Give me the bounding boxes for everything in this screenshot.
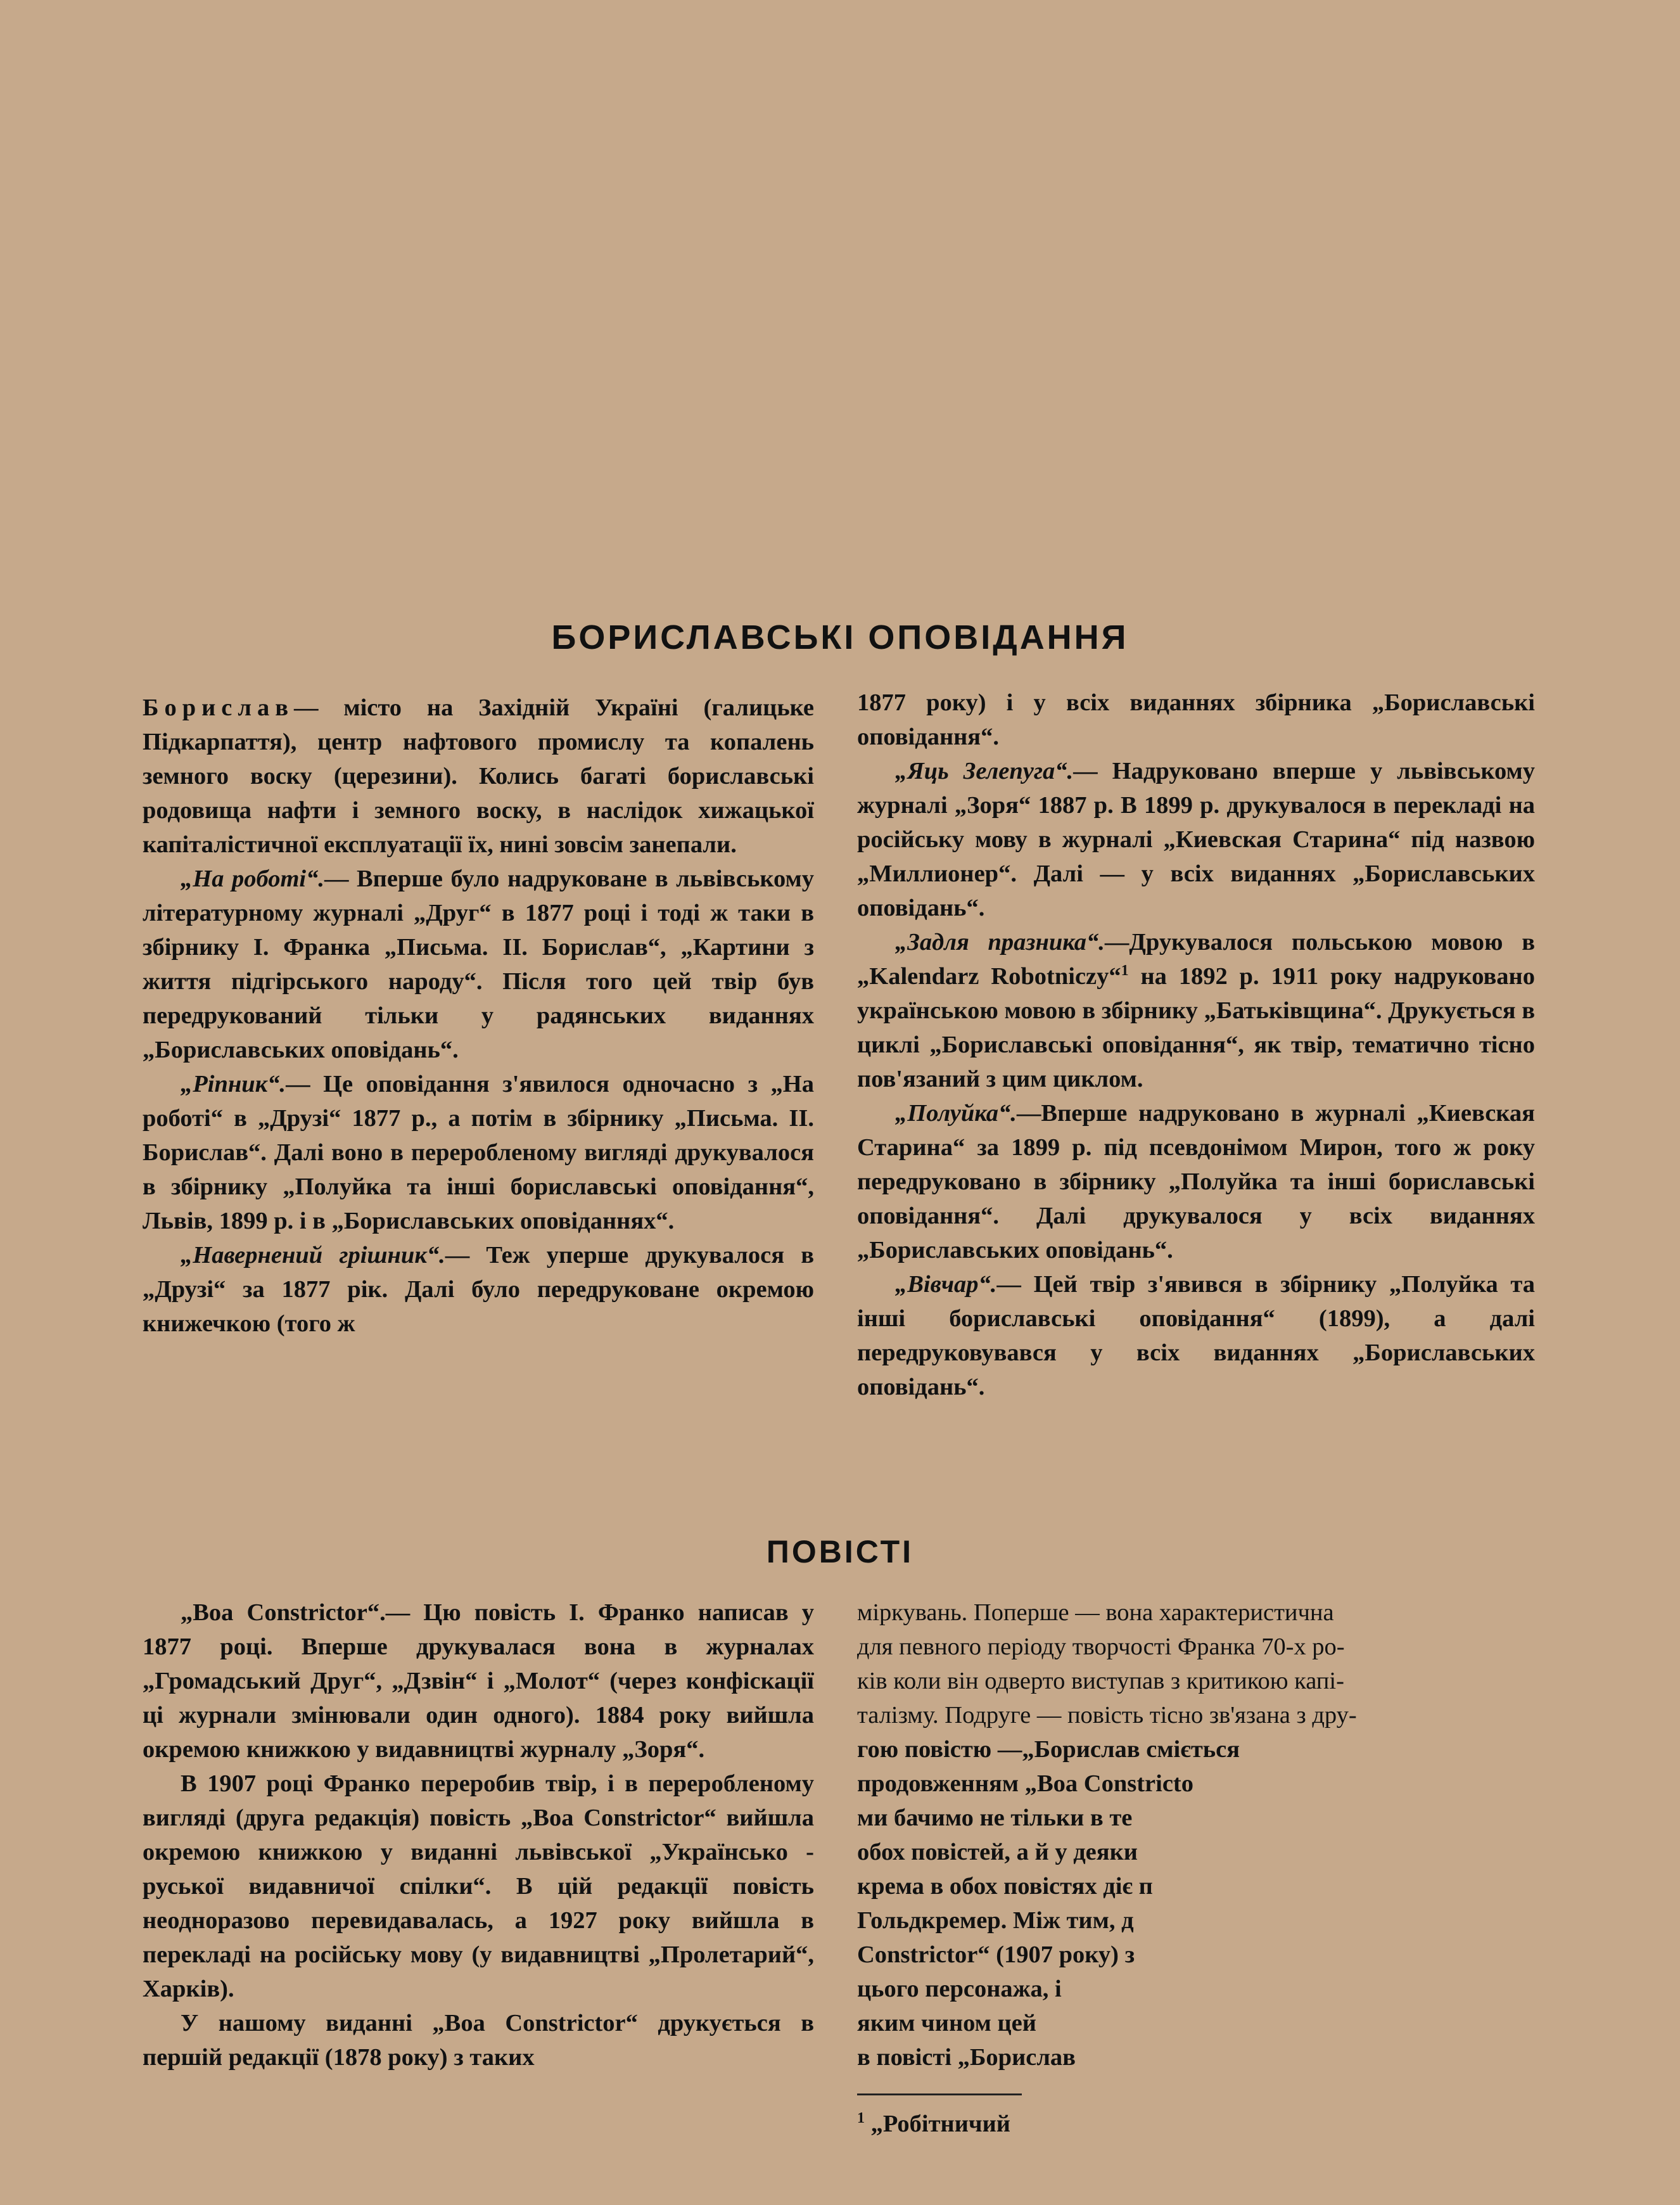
paragraph: „Boa Constrictor“.— Цю повість І. Франко написав у 1877 році. Вперше друкувалася вона в журналах „Громадський Друг“, „Дзвін“ і „Молот“ (через конфіскації ці журнали змінювали один одного). 1884 року вийшла окремою книжкою у видавництві журналу „Зоря“. [143,1599,814,1763]
paragraph [857,686,1535,754]
paragraph [143,862,814,1067]
text-line: обох повістей, а й у деяки [857,1839,1138,1865]
paragraph [857,1096,1535,1267]
text-line: цього персонажа, і [857,1976,1062,2002]
section-title-borislav-stories: БОРИСЛАВСЬКІ ОПОВІДАННЯ [551,618,1129,656]
entry-text: — Цей твір з'явився в збірнику „Полуйка та інші бориславські оповідання“ (1899), а далі передруковувався у всіх виданнях „Бориславських оповідань“. [857,1271,1535,1400]
paragraph [143,1067,814,1238]
text-line: яким чином цей [857,2010,1036,2036]
entry-title: Борислав [143,694,295,721]
column-1-borislav [143,691,814,1341]
paragraph: У нашому виданні „Boa Constrictor“ друкується в першій редакції (1878 року) з таких [143,2010,814,2071]
entry-title: „Навернений грішник“. [181,1242,445,1269]
entry-text: — Це оповідання з'явилося одночасно з „На роботі“ в „Друзі“ 1877 р., а потім в збірнику „Письма. ІІ. Борислав“. Далі воно в переробленому вигляді друкувалося в збірнику „Полуйка та інші бориславські оповідання“, Львів, 1899 р. і в „Бориславських оповіданнях“. [143,1071,814,1234]
entry-title: „Вівчар“. [895,1271,997,1298]
column-2-novellas [857,1595,1535,2141]
paragraph [143,691,814,862]
text-line: ми бачимо не тільки в те [857,1805,1133,1831]
text-line: талізму. Подруге — повість тісно зв'язана з дру- [857,1702,1357,1729]
footnote [857,2107,1535,2141]
text-line: крема в обох повістях діє п [857,1873,1153,1900]
entry-title: „Ріпник“. [181,1071,286,1097]
text-line: в повісті „Борислав [857,2044,1076,2071]
entry-text: — місто на Західній Україні (галицьке Підкарпаття), центр нафтового промислу та копалень земного воску (церезини). Колись багаті бориславські родовища нафти і земного воску, в наслідок хижацької капіталістичної експлуатації їх, нині зовсім занепали. [143,694,814,858]
footnote-rule [857,2093,1022,2095]
text-line: гою повістю —„Борислав сміється [857,1736,1240,1763]
paragraph [857,754,1535,925]
entry-text: — Теж уперше друкувалося в „Друзі“ за 1877 рік. Далі було передруковане окремою книжечкою (того ж [143,1242,814,1337]
entry-title: „Задля празника“. [895,929,1105,955]
entry-text: 1877 року) і у всіх виданнях збірника „Бориславські оповідання“. [857,689,1535,750]
entry-text: — Надруковано вперше у львівському журналі „Зоря“ 1887 р. В 1899 р. друкувалося в перекладі на російську мову в журналі „Киевская Старина“ під назвою „Миллионер“. Далі — у всіх виданнях „Бориславських оповідань“. [857,758,1536,921]
entry-text: —Вперше надруковано в журналі „Киевская Старина“ за 1899 р. під псевдонімом Мирон, того ж року передруковано в збірнику „Полуйка та інші бориславські оповідання“. Далі друкувалося у всіх виданнях „Бориславських оповідань“. [857,1100,1535,1263]
text-line: Constrictor“ (1907 року) з [857,1941,1135,1968]
column-1-novellas [143,1595,814,2074]
footnote-ref: 1 [1121,962,1129,980]
text-line: міркувань. Поперше — вона характеристична [857,1599,1334,1626]
entry-title: „Полуйка“. [895,1100,1017,1127]
paragraph [143,1238,814,1341]
entry-text: —Друкувалося польською мовою в „Kalendarz Robotniczy“ [857,929,1535,990]
paragraph [857,1267,1535,1404]
text-line: ків коли він одверто виступав з критикою капі- [857,1668,1344,1694]
entry-text: на 1892 р. 1911 року надруковано українською мовою в збірнику „Батьківщина“. Друкується в циклі „Бориславські оповідання“, як твір, тематично тісно пов'язаний з цим циклом. [857,963,1535,1092]
column-2-borislav [857,686,1535,1404]
text-line: Гольдкремер. Між тим, д [857,1907,1134,1934]
text-line: продовженням „Boa Constricto [857,1770,1193,1797]
paragraph [857,925,1535,1096]
footnote-text: „Робітничий [870,2111,1010,2137]
entry-title: „На роботі“. [181,866,324,892]
footnote-mark: 1 [857,2110,865,2127]
entry-text: — Вперше було надруковане в львівському літературному журналі „Друг“ в 1877 році і тоді ж таки в збірнику І. Франка „Письма. ІІ. Борислав“, „Картини з життя підгірського народу“. Після того цей твір був передрукований тільки у радянських виданнях „Бориславських оповідань“. [143,866,814,1063]
text-line: для певного періоду творчості Франка 70-х ро- [857,1633,1345,1660]
section-title-novellas: ПОВІСТІ [766,1534,914,1569]
entry-title: „Яць Зелепуга“. [895,758,1074,784]
paragraph: В 1907 році Франко переробив твір, і в переробленому вигляді (друга редакція) повість „Boa Constrictor“ вийшла окремою книжкою у виданні львівської „Українсько - руської видавничої спілки“. В цій редакції повість неодноразово перевидавалась, а 1927 року вийшла в перекладі на російську мову (у видавництві „Пролетарий“, Харків). [143,1770,814,2002]
